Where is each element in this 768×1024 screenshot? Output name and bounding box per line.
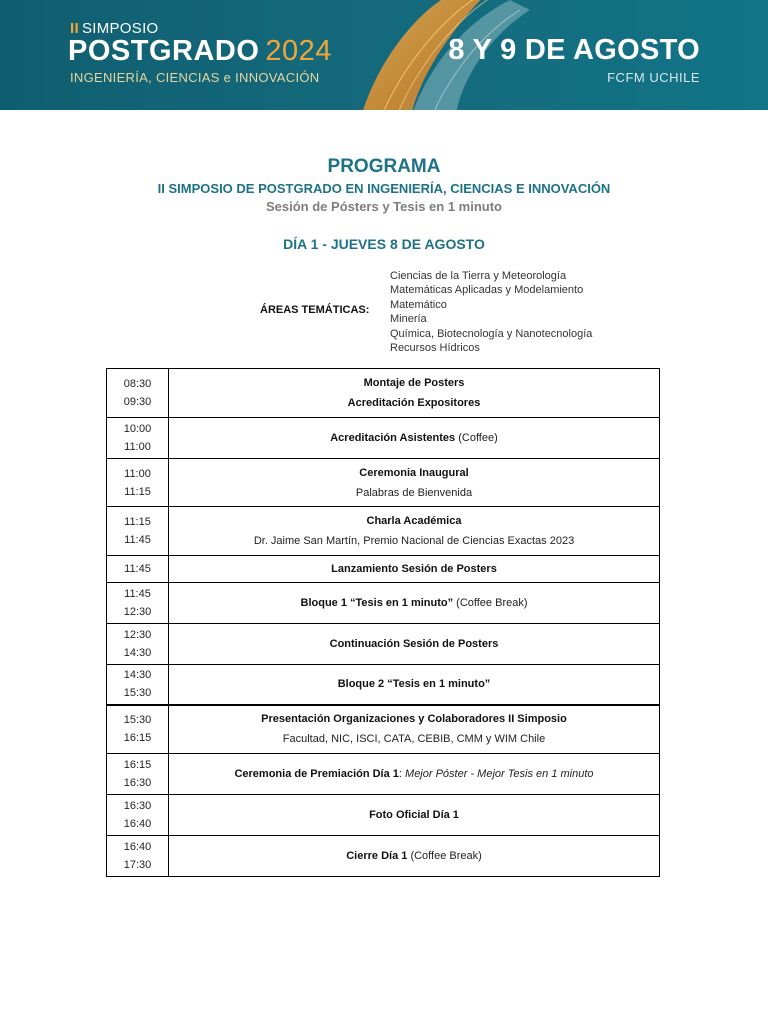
banner-postgrado-label: POSTGRADO (68, 35, 260, 67)
day-heading: DÍA 1 - JUEVES 8 DE AGOSTO (283, 236, 485, 252)
schedule-row (107, 369, 660, 418)
activity-cell (169, 795, 660, 836)
schedule-row (107, 459, 660, 507)
end-time: 12:30 (123, 606, 152, 618)
page-title: PROGRAMA (327, 156, 441, 177)
banner-year: 2024 (265, 35, 332, 67)
activity-title: Bloque 1 “Tesis en 1 minuto” (300, 597, 454, 609)
end-time: 11:00 (124, 441, 151, 453)
activity-title: Presentación Organizaciones y Colaboradores II Simposio (261, 713, 567, 726)
start-time: 12:30 (123, 629, 152, 641)
end-time: 16:30 (123, 777, 152, 789)
schedule-row (107, 556, 660, 583)
start-time: 16:30 (123, 800, 152, 812)
banner-simposio-label: SIMPOSIO (81, 20, 159, 37)
banner-venue: FCFM UCHILE (607, 70, 700, 85)
schedule-row (107, 705, 660, 754)
schedule-row (107, 418, 660, 459)
area-item: Química, Biotecnología y Nanotecnología (390, 327, 593, 340)
activity-cell (169, 459, 660, 507)
activity-cell (169, 583, 660, 624)
time-cell (107, 624, 169, 665)
schedule-row (107, 836, 660, 877)
schedule-row (107, 624, 660, 665)
end-time: 15:30 (123, 687, 152, 700)
banner-postgrado (68, 35, 332, 68)
end-time: 14:30 (123, 647, 152, 659)
time-cell (107, 583, 169, 624)
start-time: 10:00 (123, 423, 152, 435)
activity-title: Cierre Día 1 (346, 850, 408, 862)
start-time: 16:40 (123, 841, 152, 853)
activity-title: Lanzamiento Sesión de Posters (331, 563, 497, 575)
schedule-row (107, 795, 660, 836)
area-item: Recursos Hídricos (390, 342, 480, 355)
activity-title: Foto Oficial Día 1 (369, 809, 459, 821)
banner-date: 8 Y 9 DE AGOSTO (448, 34, 700, 66)
start-time: 11:45 (124, 563, 151, 575)
time-cell (107, 795, 169, 836)
time-cell (107, 556, 169, 583)
schedule-row (107, 507, 660, 556)
start-time: 15:30 (123, 714, 152, 727)
activity-colon: : (398, 768, 402, 780)
end-time: 09:30 (123, 396, 152, 408)
time-cell (107, 507, 169, 556)
end-time: 11:15 (124, 485, 151, 498)
start-time: 11:15 (124, 516, 151, 528)
activity-note: (Coffee) (458, 432, 498, 444)
simposio-title: II SIMPOSIO DE POSTGRADO EN INGENIERÍA, CIENCIAS E INNOVACIÓN (157, 181, 611, 196)
start-time: 16:15 (123, 759, 152, 771)
activity-detail: Dr. Jaime San Martín, Premio Nacional de Ciencias Exactas 2023 (253, 535, 575, 547)
start-time: 11:45 (124, 588, 151, 600)
time-cell (107, 418, 169, 459)
time-cell (107, 705, 169, 754)
activity-cell (169, 556, 660, 583)
time-cell (107, 459, 169, 507)
activity-cell (169, 418, 660, 459)
area-item: Matemáticas Aplicadas y Modelamiento (390, 284, 584, 297)
end-time: 16:15 (123, 732, 152, 745)
start-time: 08:30 (123, 378, 152, 390)
end-time: 17:30 (123, 859, 152, 871)
activity-cell (169, 665, 660, 705)
activity-title: Bloque 2 “Tesis en 1 minuto” (337, 678, 491, 691)
time-cell (107, 369, 169, 418)
activity-title-2: Acreditación Expositores (347, 397, 481, 409)
area-item: Minería (390, 313, 427, 326)
activity-title: Acreditación Asistentes (330, 432, 456, 444)
time-cell (107, 665, 169, 705)
schedule-table (106, 368, 660, 877)
activity-cell (169, 705, 660, 754)
areas-label: ÁREAS TEMÁTICAS: (260, 304, 370, 316)
banner-subtitle: INGENIERÍA, CIENCIAS e INNOVACIÓN (70, 70, 320, 85)
schedule-row (107, 665, 660, 705)
schedule-row (107, 583, 660, 624)
banner-roman: II (70, 20, 79, 37)
areas-list (390, 269, 592, 355)
activity-cell (169, 754, 660, 795)
event-banner (0, 0, 768, 110)
area-item: Matemático (390, 298, 447, 311)
activity-title: Montaje de Posters (363, 377, 465, 389)
time-cell (107, 836, 169, 877)
activity-note: (Coffee Break) (410, 850, 482, 862)
start-time: 14:30 (123, 669, 152, 682)
activity-title: Ceremonia de Premiación Día 1 (234, 768, 399, 780)
activity-detail: Facultad, NIC, ISCI, CATA, CEBIB, CMM y WIM Chile (282, 733, 546, 746)
time-cell (107, 754, 169, 795)
session-subtitle: Sesión de Pósters y Tesis en 1 minuto (266, 199, 502, 214)
end-time: 16:40 (123, 818, 152, 830)
start-time: 11:00 (124, 467, 151, 480)
activity-note: Mejor Póster - Mejor Tesis en 1 minuto (405, 768, 594, 780)
activity-cell (169, 507, 660, 556)
activity-title: Charla Académica (366, 515, 462, 527)
end-time: 11:45 (124, 534, 151, 546)
activity-cell (169, 624, 660, 665)
schedule-row (107, 754, 660, 795)
activity-title: Continuación Sesión de Posters (329, 638, 499, 650)
activity-title: Ceremonia Inaugural (359, 466, 469, 479)
activity-cell (169, 369, 660, 418)
activity-detail: Palabras de Bienvenida (355, 486, 473, 499)
area-item: Ciencias de la Tierra y Meteorología (390, 270, 567, 282)
activity-note: (Coffee Break) (456, 597, 528, 609)
activity-cell (169, 836, 660, 877)
